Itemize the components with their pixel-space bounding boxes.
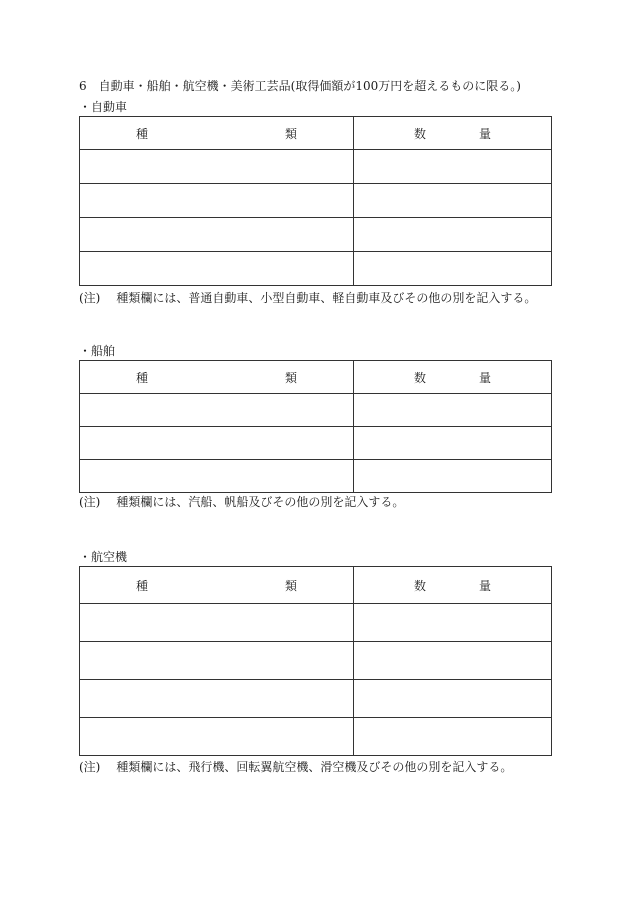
kind-cell[interactable] — [80, 218, 354, 252]
note-tag: (注) — [79, 291, 101, 305]
ship-table — [79, 360, 552, 493]
heading-text: 自動車・船舶・航空機・美術工芸品(取得価額が100万円を超えるものに限る。) — [98, 79, 521, 93]
column-header-kind — [80, 567, 354, 604]
table-header-row — [80, 361, 552, 394]
quantity-cell[interactable] — [354, 680, 552, 718]
quantity-cell[interactable] — [354, 460, 552, 493]
note-tag: (注) — [79, 495, 101, 509]
table-row — [80, 184, 552, 218]
quantity-cell[interactable] — [354, 394, 552, 427]
quantity-cell[interactable] — [354, 642, 552, 680]
header-char: 種 — [136, 578, 149, 593]
note-tag: (注) — [79, 760, 101, 774]
kind-cell[interactable] — [80, 604, 354, 642]
header-char: 類 — [284, 578, 297, 593]
quantity-cell[interactable] — [354, 718, 552, 756]
column-header-quantity — [354, 567, 552, 604]
section-heading — [79, 78, 521, 94]
note-automobile — [79, 290, 536, 306]
automobile-table — [79, 116, 552, 286]
table-row — [80, 642, 552, 680]
aircraft-table — [79, 566, 552, 756]
table-header-row — [80, 567, 552, 604]
section-label-automobile: ・自動車 — [79, 100, 128, 114]
header-char: 数 — [414, 370, 427, 385]
table-row — [80, 460, 552, 493]
table-row — [80, 394, 552, 427]
column-header-kind — [80, 361, 354, 394]
quantity-cell[interactable] — [354, 218, 552, 252]
header-char: 数 — [414, 578, 427, 593]
table-row — [80, 604, 552, 642]
column-header-kind — [80, 117, 354, 150]
note-text: 種類欄には、普通自動車、小型自動車、軽自動車及びその他の別を記入する。 — [116, 291, 537, 305]
kind-cell[interactable] — [80, 150, 354, 184]
header-char: 種 — [136, 126, 149, 141]
kind-cell[interactable] — [80, 394, 354, 427]
quantity-cell[interactable] — [354, 150, 552, 184]
table-row — [80, 718, 552, 756]
quantity-cell[interactable] — [354, 252, 552, 286]
header-char: 量 — [478, 370, 491, 385]
kind-cell[interactable] — [80, 427, 354, 460]
table-row — [80, 680, 552, 718]
header-char: 量 — [478, 126, 491, 141]
column-header-quantity — [354, 361, 552, 394]
quantity-cell[interactable] — [354, 604, 552, 642]
table-row — [80, 218, 552, 252]
header-char: 類 — [284, 126, 297, 141]
kind-cell[interactable] — [80, 642, 354, 680]
table-row — [80, 150, 552, 184]
kind-cell[interactable] — [80, 252, 354, 286]
kind-cell[interactable] — [80, 680, 354, 718]
note-text: 種類欄には、飛行機、回転翼航空機、滑空機及びその他の別を記入する。 — [116, 760, 513, 774]
header-char: 量 — [478, 578, 491, 593]
kind-cell[interactable] — [80, 184, 354, 218]
header-char: 種 — [136, 370, 149, 385]
kind-cell[interactable] — [80, 460, 354, 493]
section-label-aircraft: ・航空機 — [79, 550, 128, 564]
quantity-cell[interactable] — [354, 184, 552, 218]
note-text: 種類欄には、汽船、帆船及びその他の別を記入する。 — [116, 495, 405, 509]
note-ship — [79, 494, 404, 510]
table-row — [80, 252, 552, 286]
header-char: 類 — [284, 370, 297, 385]
heading-number: 6 — [79, 79, 87, 93]
table-header-row — [80, 117, 552, 150]
table-row — [80, 427, 552, 460]
quantity-cell[interactable] — [354, 427, 552, 460]
header-char: 数 — [414, 126, 427, 141]
column-header-quantity — [354, 117, 552, 150]
kind-cell[interactable] — [80, 718, 354, 756]
section-label-ship: ・船舶 — [79, 344, 116, 358]
note-aircraft — [79, 759, 512, 775]
